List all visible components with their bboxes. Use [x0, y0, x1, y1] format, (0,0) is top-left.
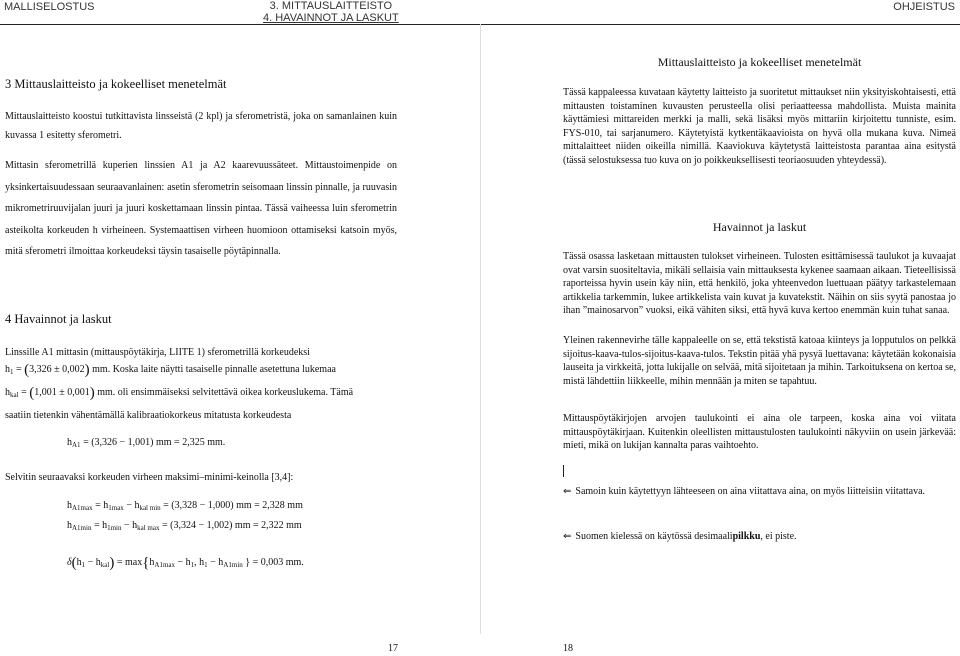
header-mid-line1: 3. MITTAUSLAITTEISTO: [269, 0, 393, 12]
header-bar: [0, 0, 960, 25]
guide-title-2: Havainnot ja laskut: [712, 220, 807, 234]
header-mid: [263, 0, 399, 24]
equation-h1: $h_1 = (3,326 \pm 0,002)$ mm. Koska laite näytti tasaiselle pinnalle asetettuna lukemaa: [5, 362, 336, 378]
section-4-title: 4 Havainnot ja laskut: [5, 312, 112, 326]
section-3-paragraph-2: Mittasin sferometrillä kuperien linssien A1 ja A2 kaarevuussäteet. Mittaustoimenpide on yksinkertaisuudessaan seuraavanlainen: asetin sferometrin seisomaan linssin pinnalle, ja ruuvasin mikrometriruuvijalan juuri ja juuri koskettamaan linssin pintaa. Tässä vaiheessa luin sferometrin asteikolta korkeuden h virheineen. Systemaattisen virheen huomioon ottamiseksi katsoin myös, mitä sferometri ilmoittaa korkeudeksi täysin tasaiselle pöytäpinnalla.: [5, 160, 397, 257]
equation-hkal-tail: mm. oli ensimmäiseksi selvitettävä oikea korkeuslukema. Tämä: [97, 387, 354, 398]
note-attachments-text: Samoin kuin käytettyyn lähteeseen on aina viitattava aina, on myös liitteisiin viitattava.: [575, 486, 926, 497]
page-divider: [480, 24, 481, 634]
equation-h1-tail: mm. Koska laite näytti tasaiselle pinnalle asetettuna lukemaa: [92, 364, 336, 375]
guide-paragraph-3: Yleinen rakennevirhe tälle kappaleelle on se, että tekstistä katoaa kiinteys ja lopputulos on pelkkä sijoitus-kaava-tulos-sijoitus-kaava-tulos. Tekstin pitää yhä pysyä luettavana: käytetään kokonaisia lauseita ja virkkeitä, jotta lukijalle on selvää, mitä sijoitetaan ja mihin. Tarkoituksena on kertoa se, mistä lähdettiin liikkeelle, mihin mennään ja miten se tapahtuu.: [563, 335, 956, 387]
note-decimal: [563, 531, 797, 542]
equation-hA1max-value: = (3,328 − 1,000) mm = 2,328 mm: [163, 500, 303, 511]
arrow-left-icon: ⇐: [563, 531, 572, 542]
guide-paragraph-1: [563, 86, 956, 167]
guide-paragraph-2: Tässä osassa lasketaan mittausten tulokset virheineen. Tulosten esittämisessä taulukot ja kuvaajat ovat varsin suositeltavia, mikäli sellaisia vain mittauksesta kykenee saamaan aikaan. Tieteellisissä raporteissa hyvin usein käy niin, että henkilö, joka yhteenvedon luettuaan päätyy tarkastelemaan artikkelia tarkemmin, lukee artikkelista vain kuvat ja kuvatekstit. Näihin on siis syytä panostaa jo ihan ”mainosarvon” vuoksi, eikä vähiten siksi, että hyvä kuva kertoo enemmän kuin tuhat sanaa.: [563, 251, 956, 316]
note-decimal-bold: pilkku: [732, 531, 761, 542]
note-attachments: [563, 486, 925, 497]
equation-delta: $\delta(h_1 - h_{kal}) = \max\{h_{A1max} - h_1$, $h_1 - h_{A1min}$ } = 0,003 mm.: [67, 555, 304, 571]
header-right: OHJEISTUS: [893, 1, 955, 13]
page-number-left: 17: [388, 643, 398, 654]
equation-delta-tail: } = 0,003 mm.: [245, 557, 304, 568]
guide-paragraph-4: Mittauspöytäkirjojen arvojen taulukointi ei aina ole tarpeen, koska aina voi viitata mittauspöytäkirjaan. Kuitenkin oleellisten mittaustulosten taulukointi näkyviin on usein järkevää: mieti, mikä on lukijan kannalta paras vaihtoehto.: [563, 413, 956, 451]
equation-hA1-value: = (3,326 − 1,001) mm = 2,325 mm.: [83, 437, 226, 448]
text-cursor-rule: [563, 465, 564, 477]
equation-hA1: $h_{A1} = (3,326 - 1,001)$ mm = 2,325 mm.: [67, 437, 226, 449]
equation-hA1min: $h_{A1min} = h_{1min} - h_{kal max} = (3,324 - 1,002)$ mm = 2,322 mm: [67, 520, 302, 532]
equation-hkal: $h_{kal} = (1,001 \pm 0,001)$ mm. oli ensimmäiseksi selvitettävä oikea korkeuslukema. Tämä: [5, 385, 354, 401]
section-3-title: 3 Mittauslaitteisto ja kokeelliset menetelmät: [5, 77, 227, 91]
page-number-right: 18: [563, 643, 573, 654]
equation-hA1min-value: = (3,324 − 1,002) mm = 2,322 mm: [161, 520, 302, 531]
section-4-paragraph-3: Selvitin seuraavaksi korkeuden virheen maksimi–minimi-keinolla [3,4]:: [5, 472, 294, 483]
note-decimal-pre: Suomen kielessä on käytössä desimaali: [575, 531, 733, 542]
header-left: MALLISELOSTUS: [4, 1, 95, 13]
guide-paragraph-1-text: Tässä kappaleessa kuvataan käytetty laitteisto ja suoritetut mittaukset niin yksityiskohtaisesti, että mittausten toistaminen kuvausten perusteella olisi periaatteessa mahdollista. Muista mainita käyttämiesi mittareiden merkki ja malli, sekä lisäksi myös mittariin kirjoitettu tunniste, esim. FYS-010, tai sarjanumero. Käytetyistä kytkentäkaavioista on hyvä olla mukana kuva. Nimeä mittalaitteet niiden oikeilla nimillä. Kaaviokuva käytetystä laitteistosta parantaa aina esitystä (tässä selostuksessa tuo kuva on jo poikkeuksellisesti teoriaosuuden yhteydessä).: [563, 87, 956, 166]
section-4-paragraph-2: saatiin tietenkin vähentämällä kalibraatiokorkeus mitatusta korkeudesta: [5, 410, 292, 421]
section-3-paragraph-1: Mittauslaitteisto koostui tutkittavista linsseistä (2 kpl) ja sferometristä, joka on samanlainen kuin kuvassa 1 esitetty sferometri.: [5, 111, 397, 141]
header-mid-line2: 4. HAVAINNOT JA LASKUT: [263, 12, 399, 24]
arrow-left-icon: ⇐: [563, 486, 572, 497]
note-decimal-post: , ei piste.: [760, 531, 797, 542]
section-4-paragraph-1: Linssille A1 mittasin (mittauspöytäkirja, LIITE 1) sferometrillä korkeudeksi: [5, 347, 310, 358]
guide-title-1: Mittauslaitteisto ja kokeelliset menetelmät: [657, 55, 862, 69]
equation-hA1max: $h_{A1max} = h_{1max} - h_{kal min} = (3,328 - 1,000)$ mm = 2,328 mm: [67, 500, 303, 512]
